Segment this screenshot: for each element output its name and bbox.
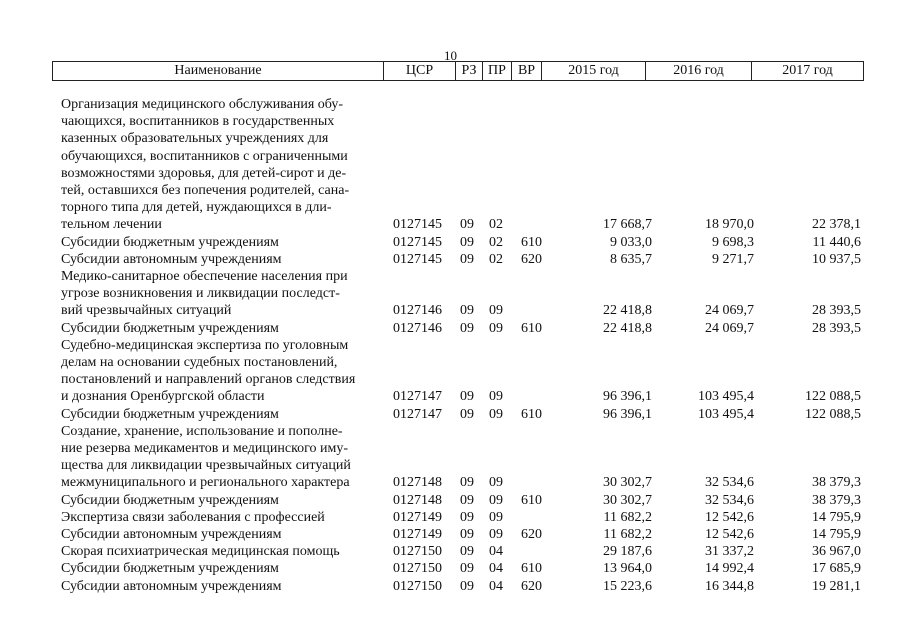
cell-pr: 09 xyxy=(489,492,503,508)
table-row xyxy=(0,251,905,268)
cell-y2017: 11 440,6 xyxy=(812,234,861,250)
cell-rz: 09 xyxy=(460,320,474,336)
row-name xyxy=(61,320,383,337)
header-2015: 2015 год xyxy=(541,62,645,80)
cell-csr: 0127146 xyxy=(393,320,442,336)
page-number: 10 xyxy=(444,48,457,63)
row-name-line: торного типа для детей, нуждающихся в дли- xyxy=(61,200,332,216)
cell-y2015: 22 418,8 xyxy=(603,320,652,336)
cell-rz: 09 xyxy=(460,561,474,577)
row-name-line: Субсидии автономным учреждениям xyxy=(61,578,282,594)
cell-pr: 04 xyxy=(489,561,503,577)
cell-pr: 09 xyxy=(489,509,503,525)
row-name-line: Субсидии автономным учреждениям xyxy=(61,527,282,543)
cell-rz: 09 xyxy=(460,389,474,405)
row-name-line: межмуниципального и регионального характера xyxy=(61,475,350,491)
row-name-line: казенных образовательных учреждениях для xyxy=(61,131,329,147)
cell-y2015: 30 302,7 xyxy=(603,475,652,491)
table-row xyxy=(0,337,905,406)
cell-y2017: 22 378,1 xyxy=(812,217,861,233)
cell-y2016: 103 495,4 xyxy=(698,389,754,405)
cell-rz: 09 xyxy=(460,578,474,594)
cell-y2015: 17 668,7 xyxy=(603,217,652,233)
row-name-line: Субсидии бюджетным учреждениям xyxy=(61,492,279,508)
cell-csr: 0127145 xyxy=(393,217,442,233)
row-name-line: Экспертиза связи заболевания с профессией xyxy=(61,509,325,525)
cell-y2017: 17 685,9 xyxy=(812,561,861,577)
cell-csr: 0127150 xyxy=(393,578,442,594)
cell-csr: 0127150 xyxy=(393,561,442,577)
table-row xyxy=(0,406,905,423)
table-row xyxy=(0,509,905,526)
table-row xyxy=(0,268,905,320)
cell-y2017: 28 393,5 xyxy=(812,320,861,336)
row-name xyxy=(61,406,383,423)
row-name xyxy=(61,96,383,234)
table-row xyxy=(0,423,905,492)
cell-vr: 620 xyxy=(521,251,542,267)
row-name-line: Субсидии автономным учреждениям xyxy=(61,251,282,267)
cell-y2016: 31 337,2 xyxy=(705,544,754,560)
header-rz: РЗ xyxy=(455,62,482,80)
row-name-line: Судебно-медицинская экспертиза по уголовным xyxy=(61,337,349,353)
cell-rz: 09 xyxy=(460,475,474,491)
cell-csr: 0127150 xyxy=(393,544,442,560)
header-vr: ВР xyxy=(511,62,541,80)
row-name xyxy=(61,526,383,543)
row-name-line: и дознания Оренбургской области xyxy=(61,389,265,405)
row-name-line: возможностями здоровья, для детей-сирот и де- xyxy=(61,165,347,181)
row-name xyxy=(61,234,383,251)
row-name-line: Субсидии бюджетным учреждениям xyxy=(61,561,279,577)
cell-csr: 0127149 xyxy=(393,527,442,543)
cell-y2015: 29 187,6 xyxy=(603,544,652,560)
row-name xyxy=(61,578,383,595)
cell-y2017: 10 937,5 xyxy=(812,251,861,267)
row-name-line: Субсидии бюджетным учреждениям xyxy=(61,320,279,336)
cell-pr: 04 xyxy=(489,544,503,560)
cell-y2017: 36 967,0 xyxy=(812,544,861,560)
row-name-line: Медико-санитарное обеспечение населения при xyxy=(61,269,348,285)
cell-rz: 09 xyxy=(460,234,474,250)
cell-y2015: 8 635,7 xyxy=(610,251,652,267)
header-csr: ЦСР xyxy=(383,62,455,80)
cell-y2017: 38 379,3 xyxy=(812,475,861,491)
row-name-line: Субсидии бюджетным учреждениям xyxy=(61,406,279,422)
table-row xyxy=(0,492,905,509)
row-name xyxy=(61,423,383,492)
row-name-line: тей, оставшихся без попечения родителей, сана- xyxy=(61,183,350,199)
row-name-line: обучающихся, воспитанников с ограниченными xyxy=(61,148,348,164)
cell-pr: 02 xyxy=(489,217,503,233)
cell-y2017: 14 795,9 xyxy=(812,527,861,543)
header-pr: ПР xyxy=(482,62,511,80)
cell-y2017: 122 088,5 xyxy=(805,406,861,422)
cell-vr: 620 xyxy=(521,527,542,543)
row-name xyxy=(61,251,383,268)
cell-pr: 09 xyxy=(489,303,503,319)
cell-csr: 0127146 xyxy=(393,303,442,319)
cell-rz: 09 xyxy=(460,217,474,233)
cell-pr: 09 xyxy=(489,475,503,491)
cell-y2015: 22 418,8 xyxy=(603,303,652,319)
cell-pr: 02 xyxy=(489,251,503,267)
cell-y2017: 122 088,5 xyxy=(805,389,861,405)
table-body xyxy=(0,96,905,595)
cell-y2017: 28 393,5 xyxy=(812,303,861,319)
cell-y2016: 9 271,7 xyxy=(712,251,754,267)
cell-y2017: 19 281,1 xyxy=(812,578,861,594)
cell-csr: 0127147 xyxy=(393,406,442,422)
cell-rz: 09 xyxy=(460,303,474,319)
row-name-line: Скорая психиатрическая медицинская помощь xyxy=(61,544,340,560)
row-name-line: ние резерва медикаментов и медицинского иму- xyxy=(61,441,349,457)
cell-y2017: 14 795,9 xyxy=(812,509,861,525)
cell-csr: 0127145 xyxy=(393,234,442,250)
table-row xyxy=(0,526,905,543)
cell-y2016: 9 698,3 xyxy=(712,234,754,250)
cell-vr: 610 xyxy=(521,320,542,336)
table-row xyxy=(0,320,905,337)
cell-y2015: 13 964,0 xyxy=(603,561,652,577)
cell-y2016: 18 970,0 xyxy=(705,217,754,233)
row-name-line: щества для ликвидации чрезвычайных ситуаций xyxy=(61,458,351,474)
table-row xyxy=(0,543,905,560)
row-name xyxy=(61,543,383,560)
cell-y2016: 24 069,7 xyxy=(705,320,754,336)
cell-vr: 610 xyxy=(521,492,542,508)
cell-vr: 610 xyxy=(521,406,542,422)
cell-rz: 09 xyxy=(460,544,474,560)
header-name: Наименование xyxy=(174,63,262,78)
row-name-line: постановлений и направлений органов следствия xyxy=(61,372,356,388)
cell-y2016: 24 069,7 xyxy=(705,303,754,319)
table-header xyxy=(52,61,864,81)
row-name-line: Субсидии бюджетным учреждениям xyxy=(61,234,279,250)
row-name-line: Создание, хранение, использование и пополне- xyxy=(61,423,343,439)
cell-pr: 09 xyxy=(489,406,503,422)
header-2016: 2016 год xyxy=(645,62,751,80)
row-name xyxy=(61,268,383,320)
cell-y2016: 12 542,6 xyxy=(705,527,754,543)
table-row xyxy=(0,560,905,577)
cell-y2015: 9 033,0 xyxy=(610,234,652,250)
cell-csr: 0127149 xyxy=(393,509,442,525)
cell-y2015: 96 396,1 xyxy=(603,389,652,405)
cell-y2016: 12 542,6 xyxy=(705,509,754,525)
cell-rz: 09 xyxy=(460,406,474,422)
row-name-line: делам на основании судебных постановлений, xyxy=(61,355,338,371)
cell-vr: 610 xyxy=(521,561,542,577)
cell-rz: 09 xyxy=(460,492,474,508)
row-name xyxy=(61,337,383,406)
row-name-line: чающихся, воспитанников в государственных xyxy=(61,114,335,130)
row-name xyxy=(61,560,383,577)
cell-csr: 0127148 xyxy=(393,492,442,508)
table-row xyxy=(0,578,905,595)
row-name xyxy=(61,509,383,526)
cell-y2015: 96 396,1 xyxy=(603,406,652,422)
cell-y2015: 11 682,2 xyxy=(603,509,652,525)
cell-y2015: 11 682,2 xyxy=(603,527,652,543)
cell-y2016: 103 495,4 xyxy=(698,406,754,422)
cell-vr: 620 xyxy=(521,578,542,594)
cell-csr: 0127145 xyxy=(393,251,442,267)
cell-rz: 09 xyxy=(460,527,474,543)
header-2017: 2017 год xyxy=(751,62,863,80)
row-name-line: угрозе возникновения и ликвидации последст- xyxy=(61,286,340,302)
cell-csr: 0127148 xyxy=(393,475,442,491)
cell-pr: 09 xyxy=(489,389,503,405)
cell-pr: 04 xyxy=(489,578,503,594)
cell-vr: 610 xyxy=(521,234,542,250)
cell-csr: 0127147 xyxy=(393,389,442,405)
row-name xyxy=(61,492,383,509)
cell-y2015: 15 223,6 xyxy=(603,578,652,594)
cell-pr: 02 xyxy=(489,234,503,250)
cell-y2016: 14 992,4 xyxy=(705,561,754,577)
cell-rz: 09 xyxy=(460,251,474,267)
cell-pr: 09 xyxy=(489,320,503,336)
row-name-line: тельном лечении xyxy=(61,217,162,233)
cell-y2015: 30 302,7 xyxy=(603,492,652,508)
row-name-line: Организация медицинского обслуживания обу- xyxy=(61,97,344,112)
cell-y2016: 16 344,8 xyxy=(705,578,754,594)
cell-y2017: 38 379,3 xyxy=(812,492,861,508)
row-name-line: вий чрезвычайных ситуаций xyxy=(61,303,232,319)
table-row xyxy=(0,96,905,234)
cell-pr: 09 xyxy=(489,527,503,543)
cell-rz: 09 xyxy=(460,509,474,525)
cell-y2016: 32 534,6 xyxy=(705,475,754,491)
table-row xyxy=(0,234,905,251)
cell-y2016: 32 534,6 xyxy=(705,492,754,508)
